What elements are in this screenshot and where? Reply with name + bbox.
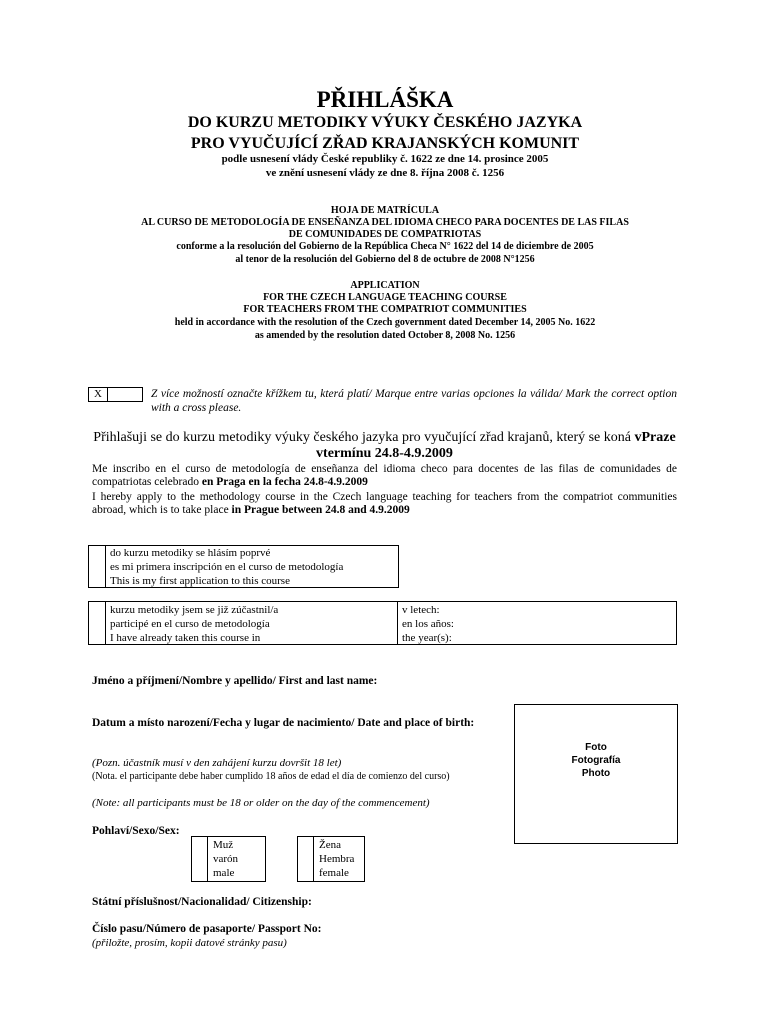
option1-line-en: This is my first application to this course (110, 575, 290, 587)
option1-line-cz: do kurzu metodiky se hlásím poprvé (110, 547, 271, 559)
sex-field-label: Pohlaví/Sexo/Sex: (92, 825, 180, 837)
en-heading-3: FOR TEACHERS FROM THE COMPATRIOT COMMUNITIES (243, 304, 527, 315)
apply-en-place: in Prague between 24.8 and 4.9.2009 (231, 504, 410, 516)
en-heading-1: APPLICATION (350, 280, 420, 291)
apply-cz-text: Přihlašuji se do kurzu metodiky výuky českého jazyka pro vyučující zřad krajanů, který se koná (93, 430, 635, 445)
option2-line-es: participé en el curso de metodología (110, 618, 270, 630)
female-label-cz: Žena (319, 839, 341, 851)
female-checkbox[interactable] (298, 837, 314, 881)
photo-label-en: Photo (581, 768, 611, 779)
es-heading-2: AL CURSO DE METODOLOGÍA DE ENSEÑANZA DEL IDIOMA CHECO PARA DOCENTES DE LAS FILAS (141, 217, 629, 228)
age-note-cz: (Pozn. účastník musí v den zahájení kurzu dovršit 18 let) (92, 757, 342, 769)
citizenship-field-label: Státní příslušnost/Nacionalidad/ Citizenship: (92, 896, 312, 908)
photo-box[interactable] (514, 704, 678, 844)
es-heading-1: HOJA DE MATRÍCULA (330, 205, 440, 216)
years-label-es: en los años: (402, 618, 454, 630)
example-mark: X (89, 388, 108, 401)
age-note-en: (Note: all participants must be 18 or older on the day of the commencement) (92, 797, 430, 809)
sex-option-male[interactable] (191, 836, 266, 882)
example-checkbox (88, 387, 143, 402)
male-label-es: varón (213, 853, 239, 865)
cz-heading-1: DO KURZU METODIKY VÝUKY ČESKÉHO JAZYKA (187, 114, 583, 131)
es-resolution-2: al tenor de la resolución del Gobierno del 8 de octubre de 2008 N°1256 (235, 254, 535, 265)
female-label-es: Hembra (319, 853, 355, 865)
apply-cz-place: vPraze vtermínu 24.8-4.9.2009 (316, 430, 676, 461)
name-field-label: Jméno a příjmení/Nombre y apellido/ First and last name: (92, 675, 378, 687)
option2-divider (397, 602, 398, 644)
en-resolution-1: held in accordance with the resolution of the Czech government dated December 14, 2005 No. 1622 (174, 317, 596, 328)
apply-es-place: en Praga en la fecha 24.8-4.9.2009 (201, 476, 368, 488)
female-label-en: female (319, 867, 349, 879)
age-note-es: (Nota. el participante debe haber cumplido 18 años de edad el día de comienzo del curso) (92, 771, 450, 782)
en-resolution-2: as amended by the resolution dated October 8, 2008 No. 1256 (254, 330, 516, 341)
option-already-taken[interactable] (88, 601, 677, 645)
option-already-taken-checkbox[interactable] (89, 602, 106, 644)
apply-en-text: I hereby apply to the methodology course in the Czech language teaching for teachers from the compatriot communities abroad, which is to take place (92, 491, 677, 516)
years-label-en: the year(s): (402, 632, 452, 644)
option-first-time-checkbox[interactable] (89, 546, 106, 587)
apply-cz (92, 430, 677, 462)
cz-resolution-1: podle usnesení vlády České republiky č. 1622 ze dne 14. prosince 2005 (221, 153, 549, 165)
apply-en (92, 491, 677, 517)
male-checkbox[interactable] (192, 837, 208, 881)
passport-field-label: Číslo pasu/Número de pasaporte/ Passport No: (92, 923, 322, 935)
apply-es-text: Me inscribo en el curso de metodología de enseñanza del idioma checo para docentes de las filas de comunidades de compatriotas celebrado (92, 463, 677, 488)
photo-label-cz: Foto (585, 742, 607, 753)
option2-line-cz: kurzu metodiky jsem se již zúčastnil/a (110, 604, 279, 616)
option2-line-en: I have already taken this course in (110, 632, 261, 644)
photo-label-es: Fotografía (571, 755, 621, 766)
male-label-cz: Muž (213, 839, 234, 851)
es-heading-3: DE COMUNIDADES DE COMPATRIOTAS (288, 229, 482, 240)
es-resolution-1: conforme a la resolución del Gobierno de la República Checa N° 1622 del 14 de diciembre de 2005 (176, 241, 594, 252)
option-first-time[interactable] (88, 545, 399, 588)
birth-field-label: Datum a místo narození/Fecha y lugar de nacimiento/ Date and place of birth: (92, 717, 475, 729)
passport-note: (přiložte, prosím, kopii datové stránky pasu) (92, 937, 287, 949)
instruction-text: Z více možností označte křížkem tu, která platí/ Marque entre varias opciones la válida/ Mark the correct option with a cross please. (151, 388, 677, 414)
cz-heading-2: PRO VYUČUJÍCÍ ZŘAD KRAJANSKÝCH KOMUNIT (190, 135, 580, 152)
sex-option-female[interactable] (297, 836, 365, 882)
form-title: PŘIHLÁŠKA (316, 87, 454, 112)
male-label-en: male (213, 867, 235, 879)
apply-es (92, 463, 677, 489)
en-heading-2: FOR THE CZECH LANGUAGE TEACHING COURSE (263, 292, 507, 303)
cz-resolution-2: ve znění usnesení vlády ze dne 8. října 2008 č. 1256 (265, 167, 505, 179)
option1-line-es: es mi primera inscripción en el curso de metodología (110, 561, 344, 573)
years-label-cz: v letech: (402, 604, 440, 616)
